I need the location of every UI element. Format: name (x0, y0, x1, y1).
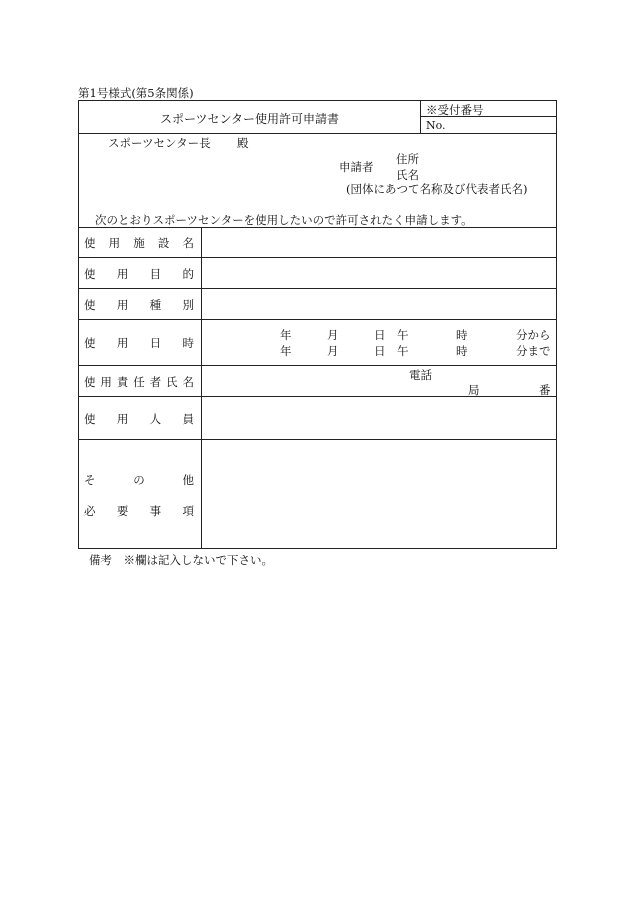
end-hour-unit: 時 (456, 344, 468, 358)
label-char: 設 (157, 236, 170, 250)
row-separator (78, 227, 557, 228)
label-required-items (84, 503, 194, 519)
label-responsible-person (84, 374, 194, 390)
phone-label: 電話 (409, 368, 432, 382)
form-title: スポーツセンター使用許可申請書 (160, 112, 340, 126)
footnote-remarks: 備考 ※欄は記入しないで下さい。 (89, 553, 273, 567)
label-char: 施 (133, 236, 145, 250)
label-char: 者 (149, 375, 162, 389)
label-char: 使 (84, 298, 96, 312)
receipt-number-label: ※受付番号 (426, 103, 484, 117)
row-separator (78, 439, 557, 440)
address-label: 住所 (396, 152, 419, 166)
form-number-label: 第1号様式(第5条関係) (78, 86, 194, 100)
start-year-unit: 年 (280, 328, 292, 342)
start-hour-unit: 時 (456, 328, 468, 342)
representative-note: (団体にあつて名称及び代表者氏名) (346, 182, 528, 196)
label-char: 的 (182, 267, 194, 281)
label-char: 用 (116, 336, 129, 350)
start-ampm-unit: 午 (397, 328, 409, 342)
label-char: 項 (182, 504, 194, 518)
label-usage-type (84, 297, 194, 313)
table-border-bottom (78, 548, 557, 549)
request-statement: 次のとおりスポーツセンターを使用したいので許可されたく申請します。 (95, 213, 473, 227)
label-facility-name (84, 235, 194, 251)
label-char: 目 (149, 267, 162, 281)
end-year-unit: 年 (280, 344, 292, 358)
addressee-name: スポーツセンター長 (108, 136, 211, 150)
label-char: 使 (84, 236, 96, 250)
receipt-no-label: No. (426, 119, 446, 132)
name-label: 氏名 (396, 168, 419, 182)
label-char: 使 (84, 336, 96, 350)
label-char: 人 (149, 412, 162, 426)
label-char: 名 (182, 236, 194, 250)
label-char: そ (84, 473, 96, 487)
label-char: 名 (182, 375, 194, 389)
label-number-of-people (84, 411, 194, 427)
table-border-right (556, 100, 557, 549)
phone-number-unit: 番 (539, 383, 551, 397)
label-char: 用 (116, 412, 129, 426)
label-char: 必 (84, 504, 96, 518)
row-separator (78, 396, 557, 397)
end-day-unit: 日 (374, 344, 386, 358)
label-char: 他 (182, 473, 194, 487)
applicant-label: 申請者 (339, 160, 374, 174)
start-minute-unit: 分から (516, 328, 551, 342)
label-char: 時 (182, 336, 194, 350)
label-char: 員 (182, 412, 194, 426)
label-char: 責 (116, 375, 129, 389)
start-month-unit: 月 (327, 328, 339, 342)
start-day-unit: 日 (374, 328, 386, 342)
label-char: の (133, 473, 145, 487)
label-char: 用 (116, 267, 129, 281)
row-separator (78, 365, 557, 366)
label-char: 氏 (166, 375, 178, 389)
label-purpose (84, 266, 194, 282)
end-ampm-unit: 午 (397, 344, 409, 358)
table-border-top (78, 100, 557, 101)
table-border-left (78, 100, 79, 549)
label-char: 日 (149, 336, 162, 350)
label-column-divider (201, 227, 202, 549)
label-char: 使 (84, 375, 96, 389)
label-char: 別 (182, 298, 194, 312)
row-separator (78, 288, 557, 289)
label-char: 任 (133, 375, 145, 389)
label-char: 使 (84, 412, 96, 426)
label-char: 種 (149, 298, 162, 312)
label-char: 事 (149, 504, 162, 518)
row-separator (78, 257, 557, 258)
addressee-honorific: 殿 (237, 136, 249, 150)
label-other (84, 472, 194, 488)
label-char: 用 (116, 298, 129, 312)
label-char: 要 (116, 504, 129, 518)
label-char: 用 (100, 375, 112, 389)
row-separator (78, 319, 557, 320)
label-char: 使 (84, 267, 96, 281)
end-minute-unit: 分まで (516, 344, 551, 358)
title-row-bottom (78, 133, 557, 134)
label-usage-datetime (84, 335, 194, 351)
phone-exchange-unit: 局 (468, 383, 480, 397)
end-month-unit: 月 (327, 344, 339, 358)
label-char: 用 (108, 236, 121, 250)
